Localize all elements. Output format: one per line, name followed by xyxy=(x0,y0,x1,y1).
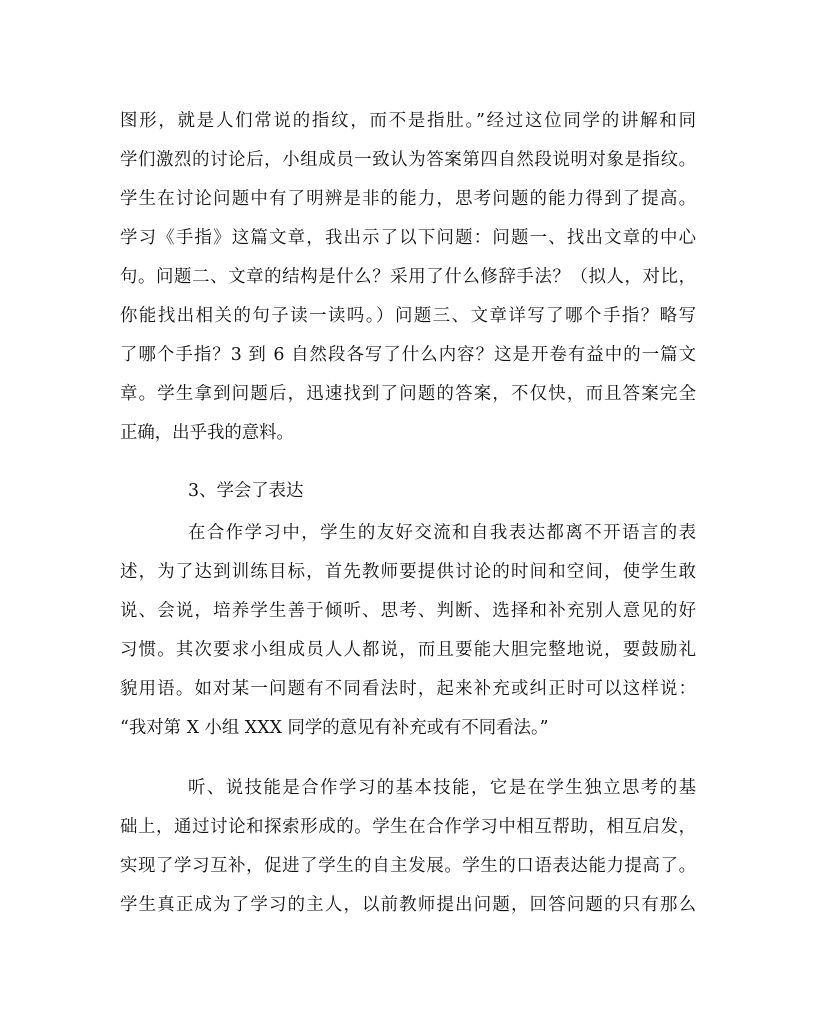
paragraph-line: 实现了学习互补，促进了学生的自主发展。学生的口语表达能力提高了。 xyxy=(120,856,696,876)
paragraph-line: 在合作学习中，学生的友好交流和自我表达都离不开语言的表 xyxy=(188,523,696,543)
paragraph-line: 你能找出相关的句子读一读吗。）问题三、文章详写了哪个手指？略写 xyxy=(120,306,696,326)
paragraph-line: “我对第 X 小组 XXX 同学的意见有补充或有不同看法。” xyxy=(120,718,549,738)
paragraph-line: 了哪个手指？3 到 6 自然段各写了什么内容？这是开卷有益中的一篇文 xyxy=(120,345,696,365)
paragraph-line: 图形，就是人们常说的指纹，而不是指肚。”经过这位同学的讲解和同 xyxy=(120,111,696,131)
paragraph-line: 貌用语。如对某一问题有不同看法时，起来补充或纠正时可以这样说： xyxy=(120,679,696,699)
paragraph-line: 习惯。其次要求小组成员人人都说，而且要能大胆完整地说，要鼓励礼 xyxy=(120,640,696,660)
paragraph-line: 学习《手指》这篇文章，我出示了以下问题：问题一、找出文章的中心 xyxy=(120,228,696,248)
paragraph-line: 础上，通过讨论和探索形成的。学生在合作学习中相互帮助，相互启发， xyxy=(120,817,696,837)
paragraph-line: 正确，出乎我的意料。 xyxy=(120,423,294,443)
paragraph-line: 听、说技能是合作学习的基本技能，它是在学生独立思考的基 xyxy=(188,778,696,798)
paragraph-line: 说、会说，培养学生善于倾听、思考、判断、选择和补充别人意见的好 xyxy=(120,601,696,621)
section-heading: 3、学会了表达 xyxy=(188,481,304,501)
paragraph-line: 章。学生拿到问题后，迅速找到了问题的答案，不仅快，而且答案完全 xyxy=(120,384,696,404)
paragraph-line: 述，为了达到训练目标，首先教师要提供讨论的时间和空间，使学生敢 xyxy=(120,562,696,582)
paragraph-line: 句。问题二、文章的结构是什么？采用了什么修辞手法？（拟人，对比， xyxy=(120,267,696,287)
paragraph-line: 学生在讨论问题中有了明辨是非的能力，思考问题的能力得到了提高。 xyxy=(120,189,696,209)
paragraph-line: 学生真正成为了学习的主人，以前教师提出问题，回答问题的只有那么 xyxy=(120,895,696,915)
paragraph-line: 学们激烈的讨论后，小组成员一致认为答案第四自然段说明对象是指纹。 xyxy=(120,150,696,170)
